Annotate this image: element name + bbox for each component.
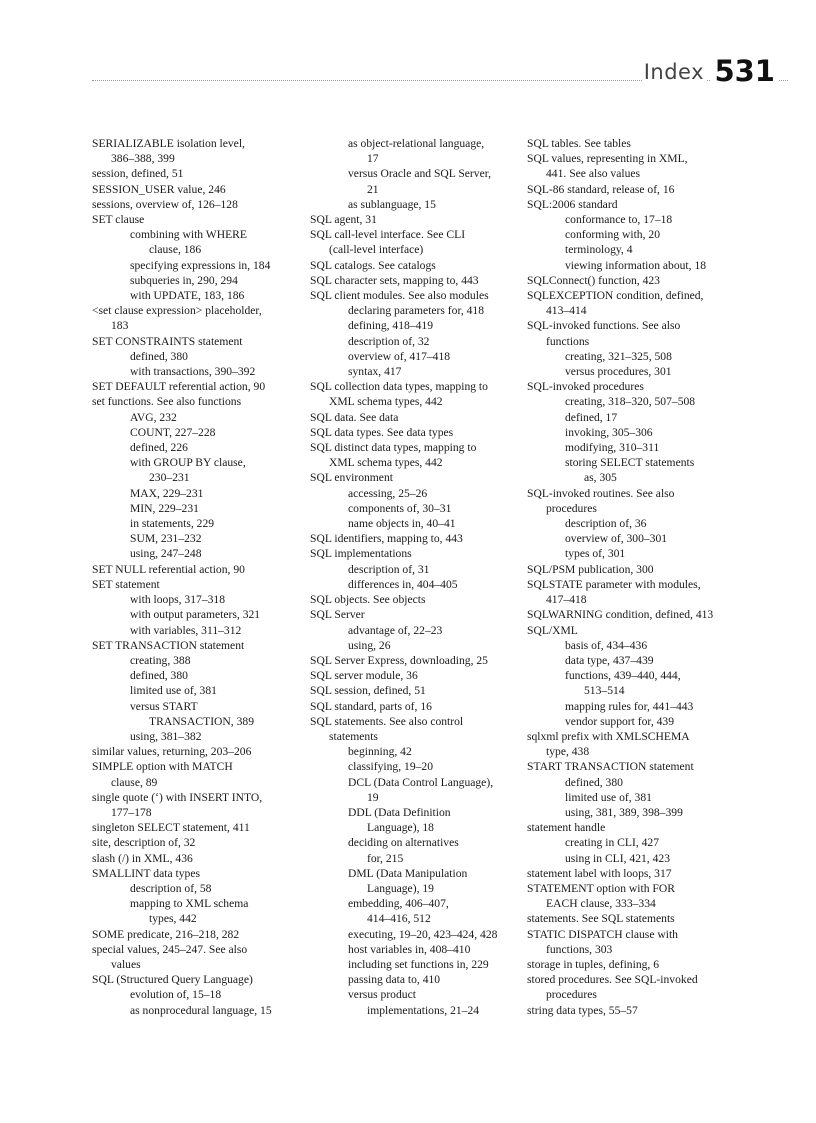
index-entry: START TRANSACTION statement xyxy=(527,760,694,774)
index-entry: storage in tuples, defining, 6 xyxy=(527,957,660,971)
index-entry: SQLSTATE parameter with modules, xyxy=(527,577,701,591)
index-entry: SUM, 231–232 xyxy=(130,532,202,546)
index-entry: <set clause expression> placeholder, xyxy=(92,304,262,318)
index-entry: SERIALIZABLE isolation level, xyxy=(92,137,245,150)
index-entry: using, 26 xyxy=(348,638,391,652)
index-entry: TRANSACTION, 389 xyxy=(149,714,254,728)
index-entry: single quote (‘) with INSERT INTO, xyxy=(92,790,263,804)
index-entry: as sublanguage, 15 xyxy=(348,197,436,211)
index-entry: STATEMENT option with FOR xyxy=(527,881,675,895)
index-entry: using, 381, 389, 398–399 xyxy=(565,805,683,819)
index-entry: beginning, 42 xyxy=(348,745,412,759)
index-entry: with loops, 317–318 xyxy=(130,593,226,607)
index-entry: SQL session, defined, 51 xyxy=(310,684,426,698)
index-entry: host variables in, 408–410 xyxy=(348,942,471,956)
index-entry: classifying, 19–20 xyxy=(348,760,434,774)
index-column-3 xyxy=(527,136,737,1018)
index-entry: deciding on alternatives xyxy=(348,836,459,850)
index-entry: 17 xyxy=(367,152,379,166)
index-entry: modifying, 310–311 xyxy=(565,441,660,455)
index-entry: SQLConnect() function, 423 xyxy=(527,273,660,287)
index-entry: limited use of, 381 xyxy=(130,684,217,698)
index-entry: site, description of, 32 xyxy=(92,836,196,850)
index-entry: SET clause xyxy=(92,213,145,227)
index-entry: SET DEFAULT referential action, 90 xyxy=(92,380,266,394)
index-entry: description of, 58 xyxy=(130,881,212,895)
index-entry: description of, 36 xyxy=(565,517,647,531)
running-header xyxy=(0,0,816,90)
index-entry: 21 xyxy=(367,182,379,196)
index-entry: using, 247–248 xyxy=(130,547,202,561)
index-entry: SQL character sets, mapping to, 443 xyxy=(310,273,479,287)
index-entry: COUNT, 227–228 xyxy=(130,425,216,439)
index-entry: versus product xyxy=(348,988,416,1002)
index-entry: SQL distinct data types, mapping to xyxy=(310,441,477,455)
index-entry: 386–388, 399 xyxy=(111,152,175,166)
index-entry: SQL-86 standard, release of, 16 xyxy=(527,182,675,196)
index-entry: accessing, 25–26 xyxy=(348,486,428,500)
index-entry: sessions, overview of, 126–128 xyxy=(92,197,238,211)
index-entry: declaring parameters for, 418 xyxy=(348,304,485,318)
index-entry: functions, 303 xyxy=(546,942,613,956)
index-entry: statements. See SQL statements xyxy=(527,912,675,926)
index-entry: clause, 186 xyxy=(149,243,202,257)
index-entry: slash (/) in XML, 436 xyxy=(92,851,193,865)
index-entry: SQL agent, 31 xyxy=(310,213,377,227)
index-entry: SQL server module, 36 xyxy=(310,669,418,683)
index-entry: stored procedures. See SQL-invoked xyxy=(527,973,698,987)
index-entry: SQL environment xyxy=(310,471,393,485)
index-entry: defining, 418–419 xyxy=(348,319,434,333)
index-entry: 513–514 xyxy=(584,684,625,698)
index-entry: Language), 19 xyxy=(367,881,434,895)
index-entry: as nonprocedural language, 15 xyxy=(130,1003,272,1017)
index-entry: types of, 301 xyxy=(565,547,626,561)
index-entry: SQL tables. See tables xyxy=(527,137,631,150)
index-entry: description of, 31 xyxy=(348,562,430,576)
index-entry: with UPDATE, 183, 186 xyxy=(130,289,245,303)
index-entry: as, 305 xyxy=(584,471,617,485)
index-entry: terminology, 4 xyxy=(565,243,633,257)
index-entry: SQL identifiers, mapping to, 443 xyxy=(310,532,463,546)
index-entry: SIMPLE option with MATCH xyxy=(92,760,233,774)
index-entry: with output parameters, 321 xyxy=(130,608,261,622)
index-entry: clause, 89 xyxy=(111,775,158,789)
index-entry: SQL-invoked functions. See also xyxy=(527,319,681,333)
index-entry: description of, 32 xyxy=(348,334,430,348)
index-entry: data type, 437–439 xyxy=(565,653,654,667)
index-entry: DML (Data Manipulation xyxy=(348,866,468,880)
index-entry: SQL data types. See data types xyxy=(310,425,454,439)
index-entry: 441. See also values xyxy=(546,167,641,181)
index-column-2 xyxy=(310,136,520,1018)
index-entry: (call-level interface) xyxy=(329,243,424,257)
index-entry: SQL client modules. See also modules xyxy=(310,289,489,303)
index-entry: as object-relational language, xyxy=(348,137,485,150)
index-column-1 xyxy=(92,136,302,1018)
index-entry: procedures xyxy=(546,501,597,515)
index-entry: SQL-invoked procedures xyxy=(527,380,644,394)
index-entry: special values, 245–247. See also xyxy=(92,942,248,956)
index-entry: SQL catalogs. See catalogs xyxy=(310,258,436,272)
index-entry: defined, 380 xyxy=(130,349,188,363)
index-entry: SQL/XML xyxy=(527,623,578,637)
index-entry: SQL statements. See also control xyxy=(310,714,464,728)
index-entry: sqlxml prefix with XMLSCHEMA xyxy=(527,729,690,743)
index-entry: statements xyxy=(329,729,378,743)
index-entry: SET statement xyxy=(92,577,160,591)
index-entry: creating, 318–320, 507–508 xyxy=(565,395,696,409)
index-entry: SQL Server xyxy=(310,608,365,622)
index-entry: functions xyxy=(546,334,590,348)
index-entry: conforming with, 20 xyxy=(565,228,660,242)
index-entry: mapping to XML schema xyxy=(130,897,249,911)
index-entry: including set functions in, 229 xyxy=(348,957,489,971)
index-entry: with variables, 311–312 xyxy=(130,623,242,637)
index-entry: types, 442 xyxy=(149,912,197,926)
index-entry: string data types, 55–57 xyxy=(527,1003,638,1017)
index-entry: defined, 380 xyxy=(130,669,188,683)
index-entry: defined, 17 xyxy=(565,410,618,424)
index-entry: name objects in, 40–41 xyxy=(348,517,456,531)
index-entry: SESSION_USER value, 246 xyxy=(92,182,226,196)
index-entry: versus Oracle and SQL Server, xyxy=(348,167,492,181)
index-entry: SQL data. See data xyxy=(310,410,399,424)
index-entry: SOME predicate, 216–218, 282 xyxy=(92,927,240,941)
index-entry: XML schema types, 442 xyxy=(329,456,443,470)
index-entry: MIN, 229–231 xyxy=(130,501,199,515)
index-entry: SQL implementations xyxy=(310,547,412,561)
index-entry: Language), 18 xyxy=(367,821,434,835)
index-entry: overview of, 300–301 xyxy=(565,532,668,546)
index-entry: combining with WHERE xyxy=(130,228,248,242)
index-entry: specifying expressions in, 184 xyxy=(130,258,271,272)
index-entry: SQLEXCEPTION condition, defined, xyxy=(527,289,704,303)
index-entry: versus procedures, 301 xyxy=(565,365,672,379)
index-entry: MAX, 229–231 xyxy=(130,486,204,500)
index-entry: XML schema types, 442 xyxy=(329,395,443,409)
index-entry: 183 xyxy=(111,319,129,333)
index-entry: subqueries in, 290, 294 xyxy=(130,273,238,287)
index-entry: SQL objects. See objects xyxy=(310,593,426,607)
index-entry: values xyxy=(111,957,141,971)
index-entry: type, 438 xyxy=(546,745,590,759)
index-entry: SET TRANSACTION statement xyxy=(92,638,245,652)
index-entry: SQL call-level interface. See CLI xyxy=(310,228,466,242)
index-entry: 177–178 xyxy=(111,805,152,819)
index-entry: procedures xyxy=(546,988,597,1002)
index-entry: evolution of, 15–18 xyxy=(130,988,222,1002)
index-entry: SQL values, representing in XML, xyxy=(527,152,688,166)
index-entry: components of, 30–31 xyxy=(348,501,452,515)
index-entry: statement label with loops, 317 xyxy=(527,866,672,880)
index-entry: using, 381–382 xyxy=(130,729,202,743)
index-entry: similar values, returning, 203–206 xyxy=(92,745,252,759)
index-entry: SET CONSTRAINTS statement xyxy=(92,334,243,348)
index-entry: basis of, 434–436 xyxy=(565,638,648,652)
index-entry: SQL standard, parts of, 16 xyxy=(310,699,432,713)
index-entry: DDL (Data Definition xyxy=(348,805,451,819)
index-entry: 417–418 xyxy=(546,593,587,607)
index-entry: SQL:2006 standard xyxy=(527,197,618,211)
index-entry: differences in, 404–405 xyxy=(348,577,458,591)
index-entry: defined, 380 xyxy=(565,775,623,789)
index-entry: singleton SELECT statement, 411 xyxy=(92,821,250,835)
index-entry: SMALLINT data types xyxy=(92,866,200,880)
index-entry: creating, 388 xyxy=(130,653,191,667)
index-entry: limited use of, 381 xyxy=(565,790,652,804)
index-entry: for, 215 xyxy=(367,851,404,865)
index-entry: 413–414 xyxy=(546,304,587,318)
index-entry: SQL (Structured Query Language) xyxy=(92,973,253,987)
index-entry: EACH clause, 333–334 xyxy=(546,897,656,911)
index-entry: functions, 439–440, 444, xyxy=(565,669,681,683)
index-entry: creating, 321–325, 508 xyxy=(565,349,672,363)
index-entry: 19 xyxy=(367,790,379,804)
index-entry: SET NULL referential action, 90 xyxy=(92,562,245,576)
index-entry: AVG, 232 xyxy=(130,410,177,424)
index-entry: vendor support for, 439 xyxy=(565,714,675,728)
index-entry: using in CLI, 421, 423 xyxy=(565,851,670,865)
index-entry: executing, 19–20, 423–424, 428 xyxy=(348,927,498,941)
index-entry: embedding, 406–407, xyxy=(348,897,449,911)
index-entry: SQL/PSM publication, 300 xyxy=(527,562,654,576)
index-entry: invoking, 305–306 xyxy=(565,425,653,439)
index-entry: 230–231 xyxy=(149,471,190,485)
index-entry: passing data to, 410 xyxy=(348,973,441,987)
index-entry: SQL-invoked routines. See also xyxy=(527,486,675,500)
index-entry: conformance to, 17–18 xyxy=(565,213,673,227)
index-entry: advantage of, 22–23 xyxy=(348,623,443,637)
index-entry: SQLWARNING condition, defined, 413 xyxy=(527,608,714,622)
index-entry: overview of, 417–418 xyxy=(348,349,451,363)
index-entry: session, defined, 51 xyxy=(92,167,184,181)
index-entry: statement handle xyxy=(527,821,606,835)
index-entry: DCL (Data Control Language), xyxy=(348,775,494,789)
index-entry: with GROUP BY clause, xyxy=(130,456,246,470)
index-entry: mapping rules for, 441–443 xyxy=(565,699,694,713)
index-entry: SQL collection data types, mapping to xyxy=(310,380,488,394)
index-entry: set functions. See also functions xyxy=(92,395,242,409)
index-entry: with transactions, 390–392 xyxy=(130,365,256,379)
index-entry: storing SELECT statements xyxy=(565,456,695,470)
index-entry: in statements, 229 xyxy=(130,517,215,531)
index-entry: SQL Server Express, downloading, 25 xyxy=(310,653,488,667)
index-entry: 414–416, 512 xyxy=(367,912,431,926)
index-entry: syntax, 417 xyxy=(348,365,402,379)
index-entry: versus START xyxy=(130,699,198,713)
index-entry: defined, 226 xyxy=(130,441,188,455)
index-entry: viewing information about, 18 xyxy=(565,258,707,272)
section-label: Index xyxy=(643,60,704,84)
index-entry: creating in CLI, 427 xyxy=(565,836,660,850)
index-entry: implementations, 21–24 xyxy=(367,1003,480,1017)
index-entry: STATIC DISPATCH clause with xyxy=(527,927,678,941)
page-number: 531 xyxy=(711,54,778,88)
